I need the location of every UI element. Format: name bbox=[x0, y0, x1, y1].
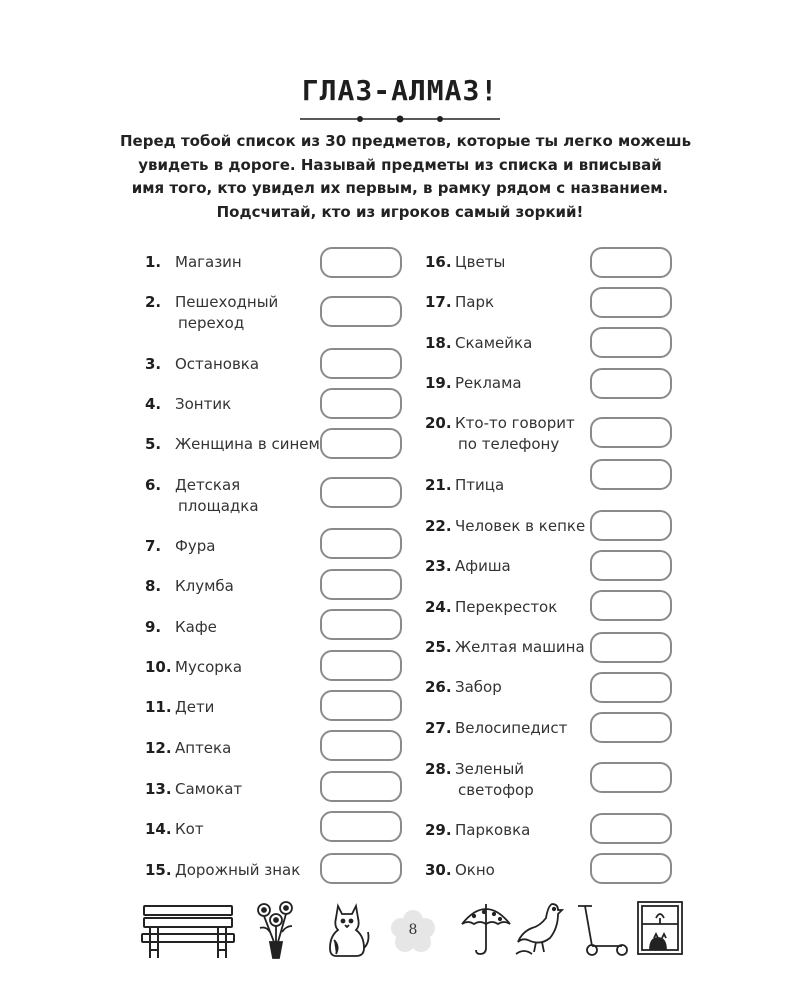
item-number: 19. bbox=[425, 374, 452, 392]
bird-icon bbox=[514, 898, 564, 958]
item-number: 11. bbox=[145, 698, 172, 716]
answer-box[interactable] bbox=[590, 762, 672, 793]
item-label bbox=[455, 475, 504, 496]
item-label-line: Зеленый bbox=[455, 760, 525, 778]
item-label bbox=[455, 860, 495, 881]
scooter-icon bbox=[574, 900, 630, 958]
title-divider bbox=[300, 112, 500, 126]
answer-box[interactable] bbox=[590, 287, 672, 318]
item-label-line: площадка bbox=[178, 497, 259, 515]
item-number: 9. bbox=[145, 618, 162, 636]
item-label-line: Кафе bbox=[175, 618, 217, 636]
item-label-line: Аптека bbox=[175, 739, 232, 757]
answer-box[interactable] bbox=[590, 712, 672, 743]
intro-line: увидеть в дороге. Называй предметы из списка и вписывай bbox=[138, 155, 662, 174]
item-number: 14. bbox=[145, 820, 172, 838]
item-label-line: Кто-то говорит bbox=[455, 414, 575, 432]
item-number: 10. bbox=[145, 658, 172, 676]
item-number: 8. bbox=[145, 577, 162, 595]
item-label bbox=[455, 516, 585, 537]
item-label bbox=[455, 252, 505, 273]
item-label-line: Окно bbox=[455, 861, 495, 879]
item-label bbox=[455, 759, 534, 801]
item-label-line: по телефону bbox=[458, 435, 560, 453]
item-number: 3. bbox=[145, 355, 162, 373]
flowers-icon bbox=[250, 900, 302, 960]
intro-line: Перед тобой список из 30 предметов, которые ты легко можешь bbox=[120, 132, 692, 150]
item-label-line: Дети bbox=[175, 698, 215, 716]
answer-box[interactable] bbox=[320, 348, 402, 379]
answer-box[interactable] bbox=[320, 650, 402, 681]
item-number: 27. bbox=[425, 719, 452, 737]
answer-box[interactable] bbox=[590, 632, 672, 663]
item-label-line: Детская bbox=[175, 476, 241, 494]
answer-box[interactable] bbox=[590, 672, 672, 703]
item-number: 2. bbox=[145, 293, 162, 311]
answer-box[interactable] bbox=[590, 459, 672, 490]
item-label-line: Забор bbox=[455, 678, 502, 696]
item-number: 23. bbox=[425, 557, 452, 575]
item-label-line: Пешеходный bbox=[175, 293, 279, 311]
item-number: 26. bbox=[425, 678, 452, 696]
item-label-line: Парк bbox=[455, 293, 495, 311]
item-label bbox=[455, 718, 567, 739]
item-label-line: Человек в кепке bbox=[455, 517, 586, 535]
answer-box[interactable] bbox=[320, 296, 402, 327]
answer-box[interactable] bbox=[590, 550, 672, 581]
item-label-line: Птица bbox=[455, 476, 505, 494]
item-number: 21. bbox=[425, 476, 452, 494]
item-label bbox=[455, 292, 494, 313]
item-label-line: светофор bbox=[458, 781, 534, 799]
item-label bbox=[175, 292, 278, 334]
item-label-line: Парковка bbox=[455, 821, 531, 839]
item-label-line: Женщина в синем bbox=[175, 435, 320, 453]
item-number: 7. bbox=[145, 537, 162, 555]
item-number: 24. bbox=[425, 598, 452, 616]
item-label bbox=[175, 536, 216, 557]
item-number: 6. bbox=[145, 476, 162, 494]
window-icon bbox=[636, 900, 684, 958]
answer-box[interactable] bbox=[590, 590, 672, 621]
answer-box[interactable] bbox=[320, 853, 402, 884]
answer-box[interactable] bbox=[320, 609, 402, 640]
item-label bbox=[175, 617, 217, 638]
answer-box[interactable] bbox=[320, 388, 402, 419]
answer-box[interactable] bbox=[320, 771, 402, 802]
item-label-line: Кот bbox=[175, 820, 204, 838]
bench-icon bbox=[140, 902, 236, 960]
answer-box[interactable] bbox=[320, 477, 402, 508]
answer-box[interactable] bbox=[590, 813, 672, 844]
item-label bbox=[175, 860, 300, 881]
item-number: 12. bbox=[145, 739, 172, 757]
item-label-line: Остановка bbox=[175, 355, 260, 373]
item-label bbox=[175, 738, 231, 759]
item-label bbox=[175, 819, 204, 840]
item-label-line: Самокат bbox=[175, 780, 243, 798]
answer-box[interactable] bbox=[590, 510, 672, 541]
item-label-line: Реклама bbox=[455, 374, 522, 392]
item-label-line: Перекресток bbox=[455, 598, 558, 616]
item-label bbox=[175, 252, 242, 273]
answer-box[interactable] bbox=[320, 428, 402, 459]
item-number: 1. bbox=[145, 253, 162, 271]
item-label bbox=[175, 576, 234, 597]
cat-icon bbox=[322, 902, 372, 958]
item-number: 30. bbox=[425, 861, 452, 879]
item-label bbox=[175, 779, 242, 800]
intro-line: Подсчитай, кто из игроков самый зоркий! bbox=[216, 202, 584, 221]
item-label bbox=[175, 475, 259, 517]
answer-box[interactable] bbox=[320, 569, 402, 600]
umbrella-icon bbox=[458, 900, 514, 958]
item-number: 28. bbox=[425, 760, 452, 778]
item-label bbox=[455, 597, 557, 618]
item-label-line: Клумба bbox=[175, 577, 234, 595]
intro-line: имя того, кто увидел их первым, в рамку рядом с названием. bbox=[131, 179, 669, 197]
answer-box[interactable] bbox=[320, 730, 402, 761]
answer-box[interactable] bbox=[590, 368, 672, 399]
item-number: 25. bbox=[425, 638, 452, 656]
item-label-line: Магазин bbox=[175, 253, 242, 271]
item-number: 17. bbox=[425, 293, 452, 311]
item-label-line: Мусорка bbox=[175, 658, 243, 676]
page-number: 8 bbox=[408, 922, 418, 938]
item-number: 20. bbox=[425, 414, 452, 432]
item-label-line: Скамейка bbox=[455, 334, 533, 352]
item-label-line: Цветы bbox=[455, 253, 506, 271]
item-label-line: Фура bbox=[175, 537, 216, 555]
item-label-line: Велосипедист bbox=[455, 719, 568, 737]
item-label bbox=[455, 677, 502, 698]
item-label bbox=[455, 413, 575, 455]
item-label-line: Афиша bbox=[455, 557, 511, 575]
item-number: 15. bbox=[145, 861, 172, 879]
answer-box[interactable] bbox=[320, 811, 402, 842]
item-number: 4. bbox=[145, 395, 162, 413]
item-label bbox=[175, 697, 214, 718]
item-label-line: Зонтик bbox=[175, 395, 232, 413]
answer-box[interactable] bbox=[590, 853, 672, 884]
answer-box[interactable] bbox=[590, 417, 672, 448]
item-number: 13. bbox=[145, 780, 172, 798]
intro-text bbox=[120, 130, 692, 224]
answer-box[interactable] bbox=[590, 327, 672, 358]
item-label bbox=[455, 637, 585, 658]
item-label-line: Желтая машина bbox=[455, 638, 585, 656]
item-label-line: переход bbox=[178, 314, 245, 332]
item-label bbox=[175, 354, 259, 375]
answer-box[interactable] bbox=[590, 247, 672, 278]
item-number: 5. bbox=[145, 435, 162, 453]
item-label bbox=[455, 820, 530, 841]
item-number: 18. bbox=[425, 334, 452, 352]
page-title: ГЛАЗ-АЛМАЗ! bbox=[301, 74, 499, 107]
item-label bbox=[175, 434, 320, 455]
item-label-line: Дорожный знак bbox=[175, 861, 301, 879]
item-label bbox=[455, 333, 532, 354]
item-label bbox=[175, 394, 231, 415]
answer-box[interactable] bbox=[320, 690, 402, 721]
item-label bbox=[455, 556, 511, 577]
item-number: 22. bbox=[425, 517, 452, 535]
answer-box[interactable] bbox=[320, 247, 402, 278]
item-number: 16. bbox=[425, 253, 452, 271]
item-number: 29. bbox=[425, 821, 452, 839]
item-label bbox=[455, 373, 522, 394]
item-label bbox=[175, 657, 242, 678]
answer-box[interactable] bbox=[320, 528, 402, 559]
